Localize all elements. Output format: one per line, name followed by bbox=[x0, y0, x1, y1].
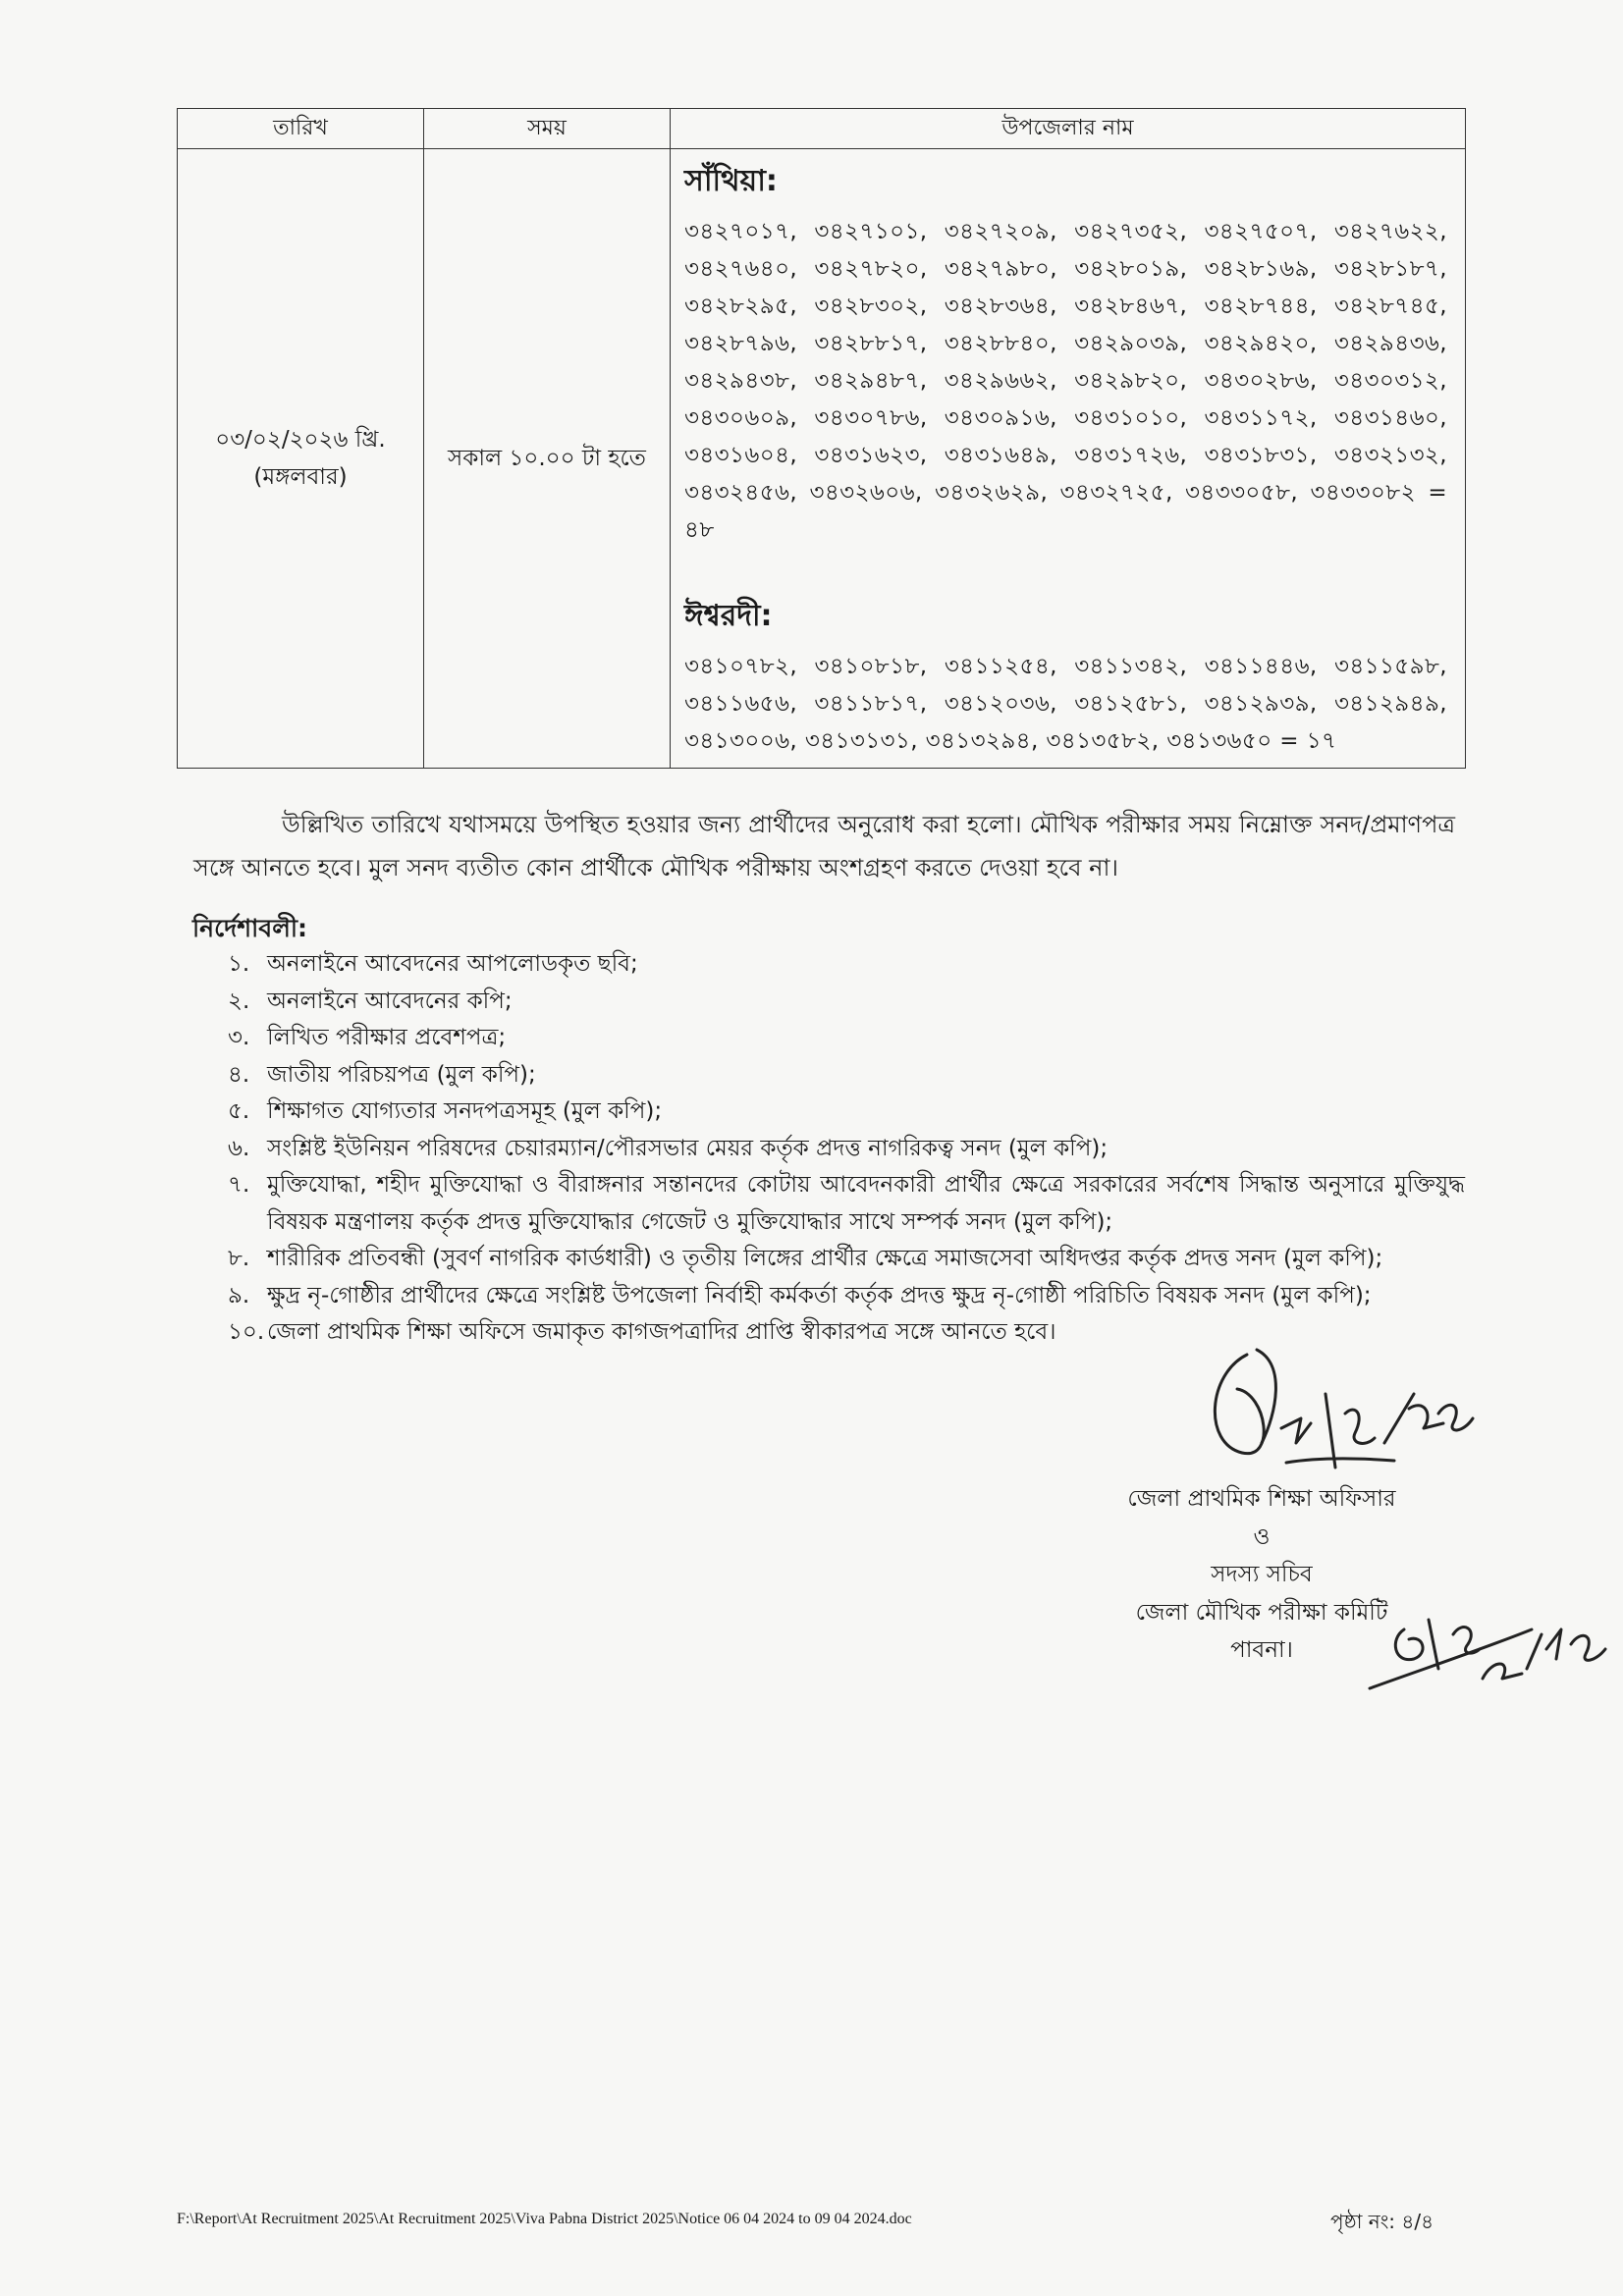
roll-list-santhia: ৩৪২৭০১৭, ৩৪২৭১০১, ৩৪২৭২০৯, ৩৪২৭৩৫২, ৩৪২৭৫০৭, ৩৪২৭৬২২, ৩৪২৭৬৪০, ৩৪২৭৮২০, ৩৪২৭৯৮০, ৩৪২৮০১৯, ৩৪২৮১৬৯, ৩৪২৮১৮৭, ৩৪২৮২৯৫, ৩৪২৮৩০২, ৩৪২৮৩৬৪, ৩৪২৮৪৬৭, ৩৪২৮৭৪৪, ৩৪২৮৭৪৫, ৩৪২৮৭৯৬, ৩৪২৮৮১৭, ৩৪২৮৮৪০, ৩৪২৯০৩৯, ৩৪২৯৪২০, ৩৪২৯৪৩৬, ৩৪২৯৪৩৮, ৩৪২৯৪৮৭, ৩৪২৯৬৬২, ৩৪২৯৮২০, ৩৪৩০২৮৬, ৩৪৩০৩১২, ৩৪৩০৬০৯, ৩৪৩০৭৮৬, ৩৪৩০৯১৬, ৩৪৩১০১০, ৩৪৩১১৭২, ৩৪৩১৪৬০, ৩৪৩১৬০৪, ৩৪৩১৬২৩, ৩৪৩১৬৪৯, ৩৪৩১৭২৬, ৩৪৩১৮৩১, ৩৪৩২১৩২, ৩৪৩২৪৫৬, ৩৪৩২৬০৬, ৩৪৩২৬২৯, ৩৪৩২৭২৫, ৩৪৩৩০৫৮, ৩৪৩৩০৮২ = ৪৮ bbox=[684, 219, 1447, 543]
list-item bbox=[228, 1131, 1465, 1168]
list-item bbox=[228, 1020, 1465, 1057]
item-number: ১০. bbox=[228, 1319, 265, 1345]
item-text: ক্ষুদ্র নৃ-গোষ্ঠীর প্রার্থীদের ক্ষেত্রে সংশ্লিষ্ট উপজেলা নির্বাহী কর্মকর্তা কর্তৃক প্রদত্ত ক্ষুদ্র নৃ-গোষ্ঠী পরিচিতি বিষয়ক সনদ (মুল কপি); bbox=[267, 1282, 1372, 1308]
item-number: ২. bbox=[228, 988, 250, 1014]
roll-list-ishwardi: ৩৪১০৭৮২, ৩৪১০৮১৮, ৩৪১১২৫৪, ৩৪১১৩৪২, ৩৪১১৪৪৬, ৩৪১১৫৯৮, ৩৪১১৬৫৬, ৩৪১১৮১৭, ৩৪১২০৩৬, ৩৪১২৫৮১, ৩৪১২৯৩৯, ৩৪১২৯৪৯, ৩৪১৩০০৬, ৩৪১৩১৩১, ৩৪১৩২৯৪, ৩৪১৩৫৮২, ৩৪১৩৬৫০ = ১৭ bbox=[684, 654, 1447, 754]
upazila-name-santhia: সাঁথিয়া: bbox=[684, 164, 778, 198]
item-text: জেলা প্রাথমিক শিক্ষা অফিসে জমাকৃত কাগজপত্রাদির প্রাপ্তি স্বীকারপত্র সঙ্গে আনতে হবে। bbox=[267, 1319, 1056, 1345]
file-path-footer: F:\Report\At Recruitment 2025\At Recruitment 2025\Viva Pabna District 2025\Notice 06 04 2024 to 09 04 2024.doc bbox=[177, 2211, 912, 2227]
upazila-name-ishwardi: ঈশ্বরদী: bbox=[684, 599, 773, 633]
exam-date: ০৩/০২/২০২৬ খ্রি. bbox=[215, 427, 386, 453]
instructions-list bbox=[228, 946, 1465, 1352]
list-item bbox=[228, 1167, 1465, 1241]
list-item bbox=[228, 1241, 1465, 1278]
item-number: ৭. bbox=[228, 1172, 250, 1198]
signatory-title: জেলা প্রাথমিক শিক্ষা অফিসার bbox=[1127, 1486, 1396, 1512]
item-number: ৪. bbox=[228, 1061, 250, 1088]
list-item bbox=[228, 984, 1465, 1021]
item-text: শারীরিক প্রতিবন্ধী (সুবর্ণ নাগরিক কার্ডধারী) ও তৃতীয় লিঙ্গের প্রার্থীর ক্ষেত্রে সমাজসেবা অধিদপ্তর কর্তৃক প্রদত্ত সনদ (মুল কপি); bbox=[267, 1246, 1383, 1271]
signatory-conjunction: ও bbox=[1253, 1523, 1271, 1550]
item-text: শিক্ষাগত যোগ্যতার সনদপত্রসমূহ (মুল কপি); bbox=[267, 1098, 663, 1124]
page-number: পৃষ্ঠা নং: ৪/৪ bbox=[1330, 2210, 1434, 2233]
secondary-signature bbox=[1365, 1590, 1620, 1698]
item-text: লিখিত পরীক্ষার প্রবেশপত্র; bbox=[267, 1025, 507, 1050]
upazila-cell bbox=[671, 149, 1466, 769]
item-number: ৩. bbox=[228, 1025, 250, 1050]
viva-schedule-table bbox=[177, 108, 1466, 769]
item-text: জাতীয় পরিচয়পত্র (মুল কপি); bbox=[267, 1061, 536, 1088]
item-text: অনলাইনে আবেদনের আপলোডকৃত ছবি; bbox=[267, 951, 638, 977]
time-cell: সকাল ১০.০০ টা হতে bbox=[424, 149, 671, 769]
item-text: অনলাইনে আবেদনের কপি; bbox=[267, 988, 513, 1014]
list-item bbox=[228, 946, 1465, 984]
header-upazila: উপজেলার নাম bbox=[671, 109, 1466, 149]
signatory-committee: জেলা মৌখিক পরীক্ষা কমিটি bbox=[1135, 1599, 1388, 1626]
item-number: ৫. bbox=[228, 1098, 250, 1124]
table-header-row bbox=[178, 109, 1466, 149]
signatory-role: সদস্য সচিব bbox=[1211, 1562, 1313, 1587]
list-item bbox=[228, 1278, 1465, 1315]
notice-paragraph: উল্লিখিত তারিখে যথাসময়ে উপস্থিত হওয়ার জন্য প্রার্থীদের অনুরোধ করা হলো। মৌখিক পরীক্ষার সময় নিম্নোক্ত সনদ/প্রমাণপত্র সঙ্গে আনতে হবে। মুল সনদ ব্যতীত কোন প্রার্থীকে মৌখিক পরীক্ষায় অংশগ্রহণ করতে দেওয়া হবে না। bbox=[193, 811, 1455, 881]
item-number: ৮. bbox=[228, 1246, 250, 1271]
header-date: তারিখ bbox=[178, 109, 424, 149]
header-time: সময় bbox=[424, 109, 671, 149]
list-item bbox=[228, 1094, 1465, 1131]
exam-weekday: (মঙ্গলবার) bbox=[253, 464, 348, 490]
item-text: সংশ্লিষ্ট ইউনিয়ন পরিষদের চেয়ারম্যান/পৌরসভার মেয়র কর্তৃক প্রদত্ত নাগরিকত্ব সনদ (মুল কপি); bbox=[267, 1135, 1109, 1161]
instructions-heading: নির্দেশাবলী: bbox=[192, 914, 307, 942]
item-text: মুক্তিযোদ্ধা, শহীদ মুক্তিযোদ্ধা ও বীরাঙ্গনার সন্তানদের কোটায় আবেদনকারী প্রার্থীর ক্ষেত্রে সরকারের সর্বশেষ সিদ্ধান্ত অনুসারে মুক্তিযুদ্ধ বিষয়ক মন্ত্রণালয় কর্তৃক প্রদত্ত মুক্তিযোদ্ধার গেজেট ও মুক্তিযোদ্ধার সাথে সম্পর্ক সনদ (মুল কপি); bbox=[267, 1172, 1465, 1235]
signatory-district: পাবনা। bbox=[1230, 1637, 1293, 1663]
item-number: ৯. bbox=[228, 1282, 250, 1308]
date-cell bbox=[178, 149, 424, 769]
item-number: ৬. bbox=[228, 1135, 250, 1161]
item-number: ১. bbox=[228, 951, 250, 977]
list-item bbox=[228, 1057, 1465, 1095]
officer-signature bbox=[1188, 1335, 1483, 1497]
table-row bbox=[178, 149, 1466, 769]
